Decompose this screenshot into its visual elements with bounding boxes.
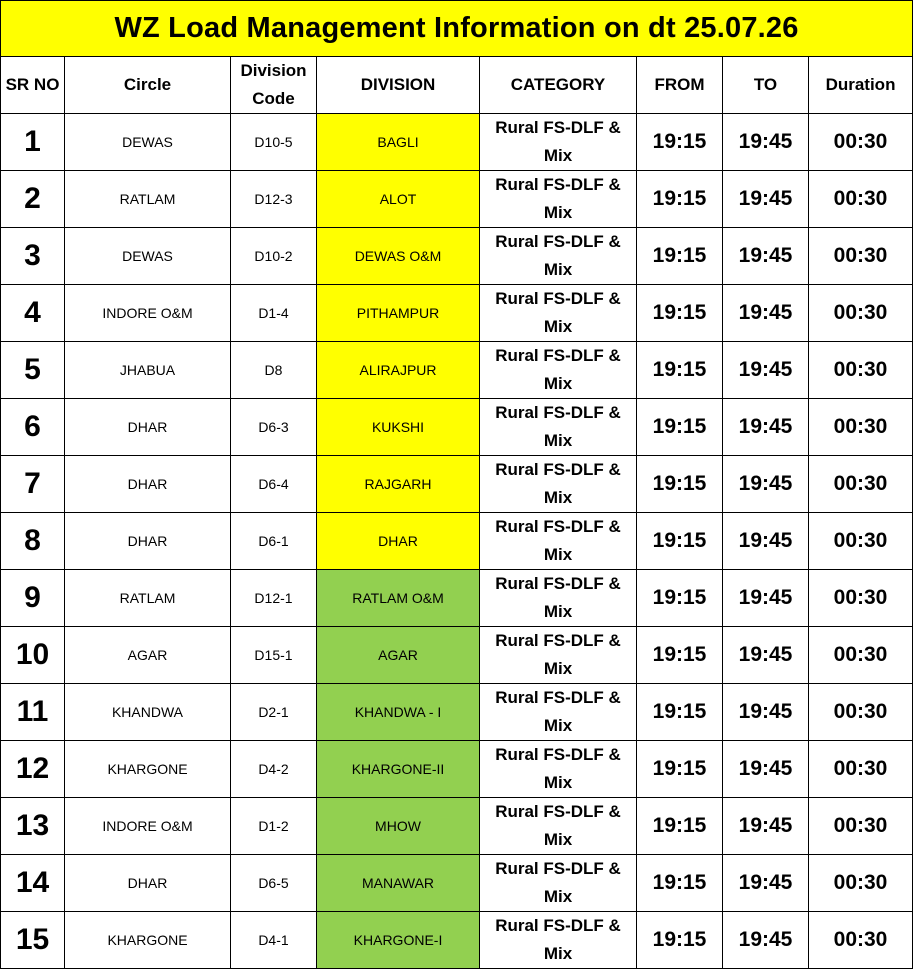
cell-to: 19:45: [723, 513, 809, 570]
cell-division-code: D12-1: [231, 570, 317, 627]
table-row: [1, 684, 913, 741]
table-row: [1, 570, 913, 627]
cell-from: 19:15: [637, 285, 723, 342]
cell-duration: 00:30: [809, 456, 913, 513]
cell-duration: 00:30: [809, 798, 913, 855]
cell-duration: 00:30: [809, 171, 913, 228]
cell-duration: 00:30: [809, 912, 913, 969]
table-row: [1, 228, 913, 285]
cell-from: 19:15: [637, 399, 723, 456]
table-row: [1, 798, 913, 855]
cell-duration: 00:30: [809, 228, 913, 285]
cell-category: Rural FS-DLF & Mix: [480, 513, 637, 570]
cell-category: Rural FS-DLF & Mix: [480, 285, 637, 342]
cell-category: Rural FS-DLF & Mix: [480, 342, 637, 399]
cell-division-code: D1-2: [231, 798, 317, 855]
cell-circle: DHAR: [65, 399, 231, 456]
cell-division-code: D4-1: [231, 912, 317, 969]
cell-division: RATLAM O&M: [317, 570, 480, 627]
table-row: [1, 741, 913, 798]
cell-sr-no: 13: [1, 798, 65, 855]
cell-division: MHOW: [317, 798, 480, 855]
cell-category: Rural FS-DLF & Mix: [480, 741, 637, 798]
cell-from: 19:15: [637, 855, 723, 912]
cell-sr-no: 11: [1, 684, 65, 741]
header-division-code: Division Code: [231, 57, 317, 114]
cell-division: ALOT: [317, 171, 480, 228]
header-from: FROM: [637, 57, 723, 114]
page-title: WZ Load Management Information on dt 25.07.26: [1, 1, 913, 57]
cell-to: 19:45: [723, 171, 809, 228]
cell-category: Rural FS-DLF & Mix: [480, 912, 637, 969]
cell-sr-no: 7: [1, 456, 65, 513]
cell-from: 19:15: [637, 627, 723, 684]
table-row: [1, 513, 913, 570]
cell-duration: 00:30: [809, 627, 913, 684]
cell-from: 19:15: [637, 513, 723, 570]
cell-to: 19:45: [723, 798, 809, 855]
cell-division: AGAR: [317, 627, 480, 684]
cell-to: 19:45: [723, 627, 809, 684]
table-row: [1, 399, 913, 456]
cell-duration: 00:30: [809, 570, 913, 627]
cell-division: PITHAMPUR: [317, 285, 480, 342]
cell-to: 19:45: [723, 741, 809, 798]
cell-from: 19:15: [637, 570, 723, 627]
cell-division-code: D10-5: [231, 114, 317, 171]
cell-division-code: D12-3: [231, 171, 317, 228]
cell-circle: RATLAM: [65, 171, 231, 228]
cell-division-code: D1-4: [231, 285, 317, 342]
header-circle: Circle: [65, 57, 231, 114]
cell-duration: 00:30: [809, 342, 913, 399]
cell-category: Rural FS-DLF & Mix: [480, 456, 637, 513]
cell-duration: 00:30: [809, 285, 913, 342]
cell-category: Rural FS-DLF & Mix: [480, 570, 637, 627]
cell-from: 19:15: [637, 741, 723, 798]
cell-from: 19:15: [637, 114, 723, 171]
cell-division: RAJGARH: [317, 456, 480, 513]
cell-division: DHAR: [317, 513, 480, 570]
cell-circle: DHAR: [65, 513, 231, 570]
cell-sr-no: 12: [1, 741, 65, 798]
cell-to: 19:45: [723, 570, 809, 627]
cell-duration: 00:30: [809, 741, 913, 798]
header-division: DIVISION: [317, 57, 480, 114]
cell-from: 19:15: [637, 798, 723, 855]
cell-circle: KHANDWA: [65, 684, 231, 741]
cell-division: BAGLI: [317, 114, 480, 171]
cell-to: 19:45: [723, 456, 809, 513]
title-row: [1, 1, 913, 57]
cell-division-code: D6-4: [231, 456, 317, 513]
cell-to: 19:45: [723, 285, 809, 342]
cell-from: 19:15: [637, 228, 723, 285]
cell-sr-no: 9: [1, 570, 65, 627]
cell-sr-no: 10: [1, 627, 65, 684]
table-row: [1, 912, 913, 969]
cell-sr-no: 2: [1, 171, 65, 228]
cell-division-code: D2-1: [231, 684, 317, 741]
cell-circle: DEWAS: [65, 228, 231, 285]
cell-category: Rural FS-DLF & Mix: [480, 399, 637, 456]
cell-division: KHANDWA - I: [317, 684, 480, 741]
cell-to: 19:45: [723, 228, 809, 285]
table-row: [1, 114, 913, 171]
cell-sr-no: 3: [1, 228, 65, 285]
table-row: [1, 171, 913, 228]
cell-division-code: D6-3: [231, 399, 317, 456]
table-row: [1, 627, 913, 684]
cell-division-code: D6-5: [231, 855, 317, 912]
cell-category: Rural FS-DLF & Mix: [480, 684, 637, 741]
cell-category: Rural FS-DLF & Mix: [480, 798, 637, 855]
cell-duration: 00:30: [809, 513, 913, 570]
cell-to: 19:45: [723, 114, 809, 171]
cell-circle: AGAR: [65, 627, 231, 684]
cell-circle: DHAR: [65, 855, 231, 912]
cell-circle: RATLAM: [65, 570, 231, 627]
cell-division-code: D10-2: [231, 228, 317, 285]
cell-category: Rural FS-DLF & Mix: [480, 171, 637, 228]
cell-sr-no: 1: [1, 114, 65, 171]
cell-division-code: D4-2: [231, 741, 317, 798]
cell-duration: 00:30: [809, 684, 913, 741]
table-row: [1, 285, 913, 342]
cell-sr-no: 14: [1, 855, 65, 912]
table-row: [1, 456, 913, 513]
cell-sr-no: 5: [1, 342, 65, 399]
cell-from: 19:15: [637, 171, 723, 228]
cell-sr-no: 15: [1, 912, 65, 969]
table-body: [1, 1, 913, 969]
cell-sr-no: 8: [1, 513, 65, 570]
cell-category: Rural FS-DLF & Mix: [480, 114, 637, 171]
cell-from: 19:15: [637, 342, 723, 399]
cell-duration: 00:30: [809, 855, 913, 912]
cell-to: 19:45: [723, 912, 809, 969]
cell-from: 19:15: [637, 456, 723, 513]
table-row: [1, 342, 913, 399]
cell-category: Rural FS-DLF & Mix: [480, 627, 637, 684]
cell-circle: DHAR: [65, 456, 231, 513]
cell-to: 19:45: [723, 342, 809, 399]
table-row: [1, 855, 913, 912]
header-category: CATEGORY: [480, 57, 637, 114]
cell-division: KHARGONE-I: [317, 912, 480, 969]
cell-division: DEWAS O&M: [317, 228, 480, 285]
cell-category: Rural FS-DLF & Mix: [480, 855, 637, 912]
cell-to: 19:45: [723, 684, 809, 741]
cell-to: 19:45: [723, 399, 809, 456]
cell-sr-no: 6: [1, 399, 65, 456]
cell-division-code: D15-1: [231, 627, 317, 684]
header-to: TO: [723, 57, 809, 114]
cell-division-code: D6-1: [231, 513, 317, 570]
cell-division: KUKSHI: [317, 399, 480, 456]
cell-division: KHARGONE-II: [317, 741, 480, 798]
cell-division: MANAWAR: [317, 855, 480, 912]
header-row: [1, 57, 913, 114]
cell-from: 19:15: [637, 684, 723, 741]
cell-circle: INDORE O&M: [65, 798, 231, 855]
cell-circle: KHARGONE: [65, 741, 231, 798]
cell-to: 19:45: [723, 855, 809, 912]
cell-duration: 00:30: [809, 114, 913, 171]
cell-circle: KHARGONE: [65, 912, 231, 969]
cell-duration: 00:30: [809, 399, 913, 456]
cell-from: 19:15: [637, 912, 723, 969]
cell-category: Rural FS-DLF & Mix: [480, 228, 637, 285]
cell-division-code: D8: [231, 342, 317, 399]
cell-sr-no: 4: [1, 285, 65, 342]
cell-circle: DEWAS: [65, 114, 231, 171]
header-duration: Duration: [809, 57, 913, 114]
header-sr-no: SR NO: [1, 57, 65, 114]
cell-circle: JHABUA: [65, 342, 231, 399]
cell-circle: INDORE O&M: [65, 285, 231, 342]
cell-division: ALIRAJPUR: [317, 342, 480, 399]
